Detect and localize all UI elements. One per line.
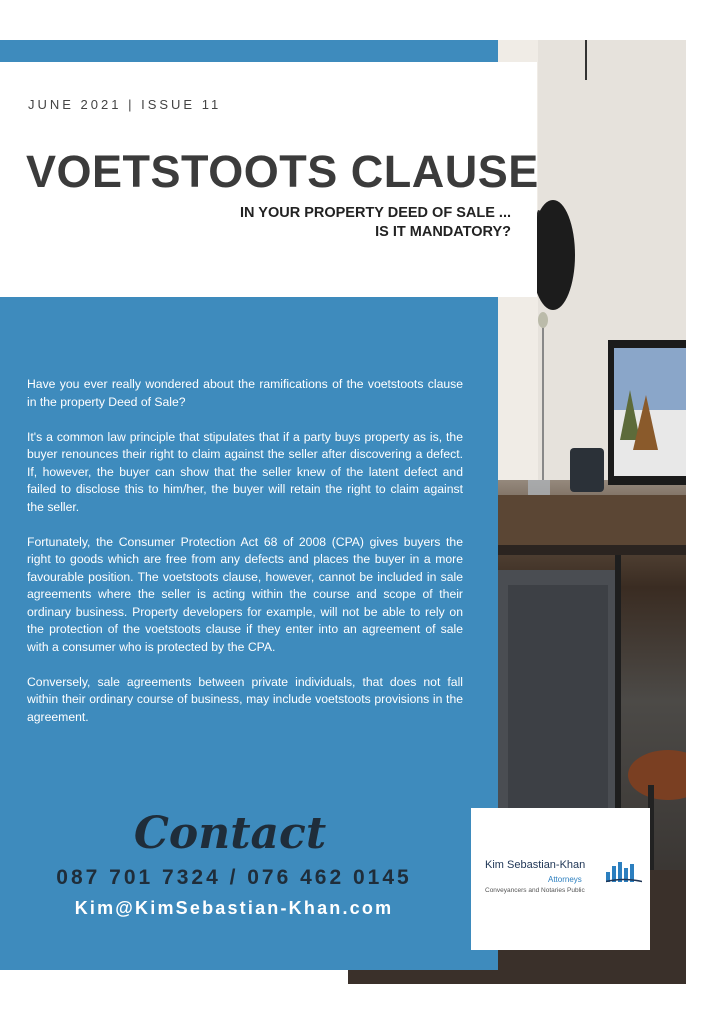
paragraph: Fortunately, the Consumer Protection Act 68 of 2008 (CPA) gives buyers the right to goods which are free from any defects and places the buyer in a more favourable position. The voetstoots clause, however, cannot be included in sale agreements where the seller is acting within the course and scope of their ordinary business. Property developers for example, will not be able to rely on the protection of the voetstoots clause if they enter into an agreement of sale with a consumer who is protected by the CPA. xyxy=(27,534,463,654)
paragraph: It's a common law principle that stipulates that if a party buys property as is, the buyer renounces their right to claim against the seller after discovering a defect. If, however, the buyer can show that the seller knew of the latent defect and failed to disclose this to him/her, the buyer will retain the right to claim against the seller. xyxy=(27,429,463,514)
subtitle-line-1: IN YOUR PROPERTY DEED OF SALE ... xyxy=(240,205,511,221)
logo-subtitle: Attorneys xyxy=(548,875,582,884)
paragraph: Have you ever really wondered about the ramifications of the voetstoots clause in the property Deed of Sale? xyxy=(27,377,463,409)
contact-email[interactable]: Kim@KimSebastian-Khan.com xyxy=(74,898,394,918)
logo-company-name: Kim Sebastian-Khan xyxy=(485,859,586,871)
photo-bottom-strip xyxy=(348,970,498,984)
subtitle xyxy=(240,204,511,242)
company-logo-card xyxy=(471,808,650,950)
city-skyline-icon xyxy=(606,860,642,884)
paragraph: Conversely, sale agreements between private individuals, that does not fall within their ordinary course of business, may include voetstoots provisions in the agreement. xyxy=(27,674,463,724)
page-title: VOETSTOOTS CLAUSE xyxy=(26,146,539,197)
logo-tagline: Conveyancers and Notaries Public xyxy=(485,887,585,894)
contact-heading: Contact xyxy=(133,808,327,859)
article-body xyxy=(27,376,463,744)
subtitle-line-2: IS IT MANDATORY? xyxy=(375,224,511,240)
contact-phone[interactable]: 087 701 7324 / 076 462 0145 xyxy=(56,866,412,889)
issue-label: JUNE 2021 | ISSUE 11 xyxy=(28,97,222,112)
